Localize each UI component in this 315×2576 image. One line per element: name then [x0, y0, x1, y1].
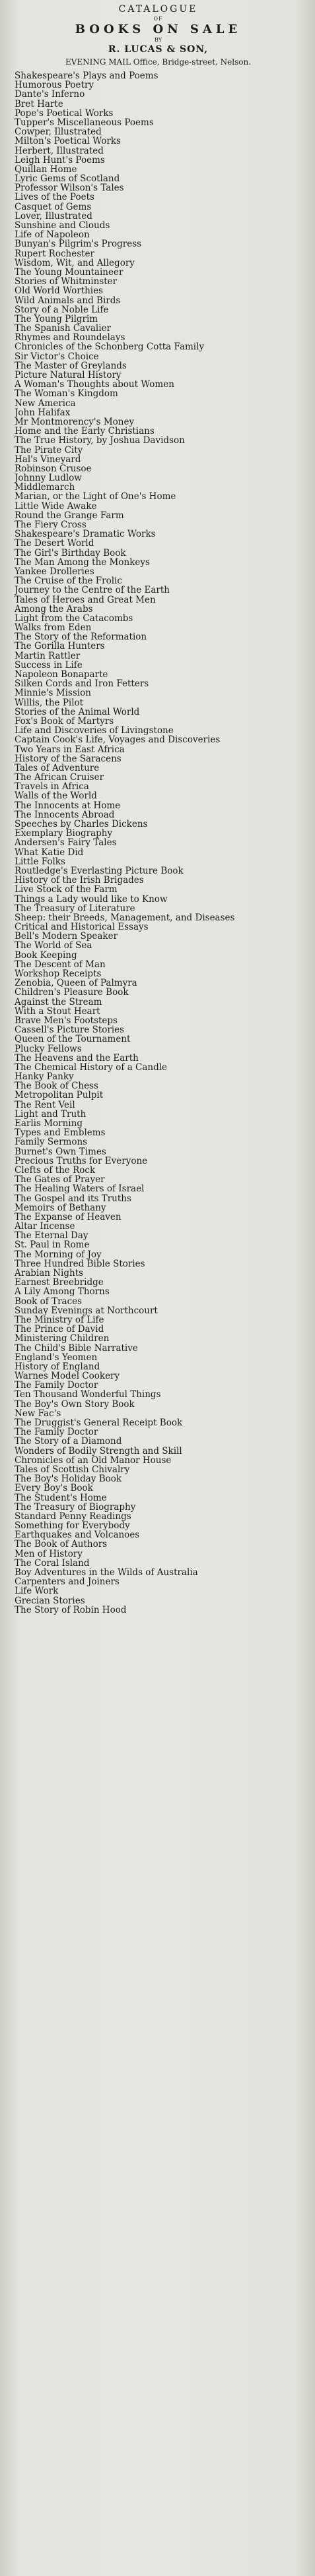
- book-item: The Rent Veil: [15, 1100, 75, 1110]
- book-item: The Prince of David: [15, 1325, 104, 1334]
- book-item: Shakespeare's Plays and Poems: [15, 71, 158, 81]
- book-item: The Cruise of the Frolic: [15, 576, 122, 586]
- book-item: Milton's Poetical Works: [15, 136, 121, 146]
- book-item: The Spanish Cavalier: [15, 324, 111, 334]
- header-address: EVENING MAIL Office, Bridge-street, Nelson.: [65, 57, 252, 67]
- book-item: The Pirate City: [15, 445, 83, 455]
- book-item: Picture Natural History: [15, 371, 122, 380]
- book-item: Three Hundred Bible Stories: [15, 1259, 145, 1269]
- book-item: Arabian Nights: [15, 1269, 84, 1278]
- book-item: The Ministry of Life: [15, 1315, 104, 1325]
- book-item: Live Stock of the Farm: [15, 885, 118, 895]
- book-item: Queen of the Tournament: [15, 1034, 131, 1044]
- book-item: The Child's Bible Narrative: [15, 1343, 138, 1353]
- book-item: Children's Pleasure Book: [15, 988, 129, 998]
- book-item: The Coral Island: [15, 1558, 90, 1568]
- book-item: Precious Truths for Everyone: [15, 1156, 148, 1166]
- book-item: Travels in Africa: [15, 782, 89, 792]
- book-item: Story of a Noble Life: [15, 305, 109, 315]
- book-item: What Katie Did: [15, 847, 84, 857]
- book-item: The Boy's Own Story Book: [15, 1399, 135, 1409]
- book-item: Among the Arabs: [15, 604, 93, 614]
- book-item: Boy Adventures in the Wilds of Australia: [15, 1568, 198, 1578]
- book-item: Grecian Stories: [15, 1596, 85, 1605]
- book-item: Little Folks: [15, 856, 65, 866]
- book-item: The Student's Home: [15, 1493, 107, 1503]
- book-item: Chronicles of an Old Manor House: [15, 1455, 172, 1465]
- book-item: Memoirs of Bethany: [15, 1203, 106, 1213]
- book-item: The World of Sea: [15, 941, 92, 951]
- book-item: Standard Penny Readings: [15, 1511, 131, 1522]
- book-item: Zenobia, Queen of Palmyra: [15, 978, 137, 988]
- book-item: Lover, Illustrated: [15, 211, 92, 221]
- book-item: Burnet's Own Times: [15, 1147, 106, 1156]
- book-item: Wonders of Bodily Strength and Skill: [15, 1446, 182, 1456]
- book-item: The Gorilla Hunters: [15, 642, 105, 651]
- book-item: Quillan Home: [15, 164, 77, 175]
- book-item: Life and Discoveries of Livingstone: [15, 726, 174, 736]
- book-item: Middlemarch: [15, 483, 75, 493]
- book-item: The Expanse of Heaven: [15, 1212, 122, 1222]
- book-item: Two Years in East Africa: [15, 744, 125, 754]
- book-item: The Book of Authors: [15, 1540, 108, 1549]
- book-item: The Family Doctor: [15, 1427, 98, 1437]
- book-item: Sir Victor's Choice: [15, 351, 99, 361]
- header-of: OF: [153, 16, 163, 22]
- book-item: The Innocents at Home: [15, 800, 121, 810]
- book-item: Family Sermons: [15, 1137, 88, 1147]
- book-item: Something for Everybody: [15, 1521, 130, 1531]
- book-item: Cowper, Illustrated: [15, 127, 102, 137]
- book-item: Shakespeare's Dramatic Works: [15, 529, 156, 539]
- book-item: Things a Lady would like to Know: [15, 894, 168, 904]
- header-publisher: R. LUCAS & SON,: [108, 44, 209, 55]
- book-item: Life of Napoleon: [15, 230, 90, 240]
- book-item: The Man Among the Monkeys: [15, 557, 150, 567]
- book-item: The Fiery Cross: [15, 520, 87, 530]
- book-item: Yankee Drolleries: [15, 566, 94, 577]
- book-item: History of the Irish Brigades: [15, 876, 144, 885]
- book-item: New America: [15, 398, 76, 408]
- book-item: Bret Harte: [15, 99, 63, 109]
- book-item: History of the Saracens: [15, 754, 122, 764]
- book-item: The Book of Chess: [15, 1081, 98, 1091]
- book-item: Plucky Fellows: [15, 1044, 82, 1054]
- book-item: Carpenters and Joiners: [15, 1577, 120, 1587]
- book-item: Sunshine and Clouds: [15, 221, 110, 231]
- book-item: The True History, by Joshua Davidson: [15, 436, 185, 446]
- book-item: Chronicles of the Schonberg Cotta Family: [15, 342, 205, 352]
- book-item: Lives of the Poets: [15, 193, 94, 202]
- book-item: Rupert Rochester: [15, 249, 94, 258]
- book-item: Light and Truth: [15, 1109, 87, 1119]
- book-item: Johnny Ludlow: [15, 473, 82, 483]
- header-title: BOOKS ON SALE: [75, 22, 242, 36]
- book-item: Wild Animals and Birds: [15, 295, 121, 305]
- book-item: Pope's Poetical Works: [15, 108, 114, 118]
- book-item: Captain Cook's Life, Voyages and Discoveries: [15, 735, 221, 745]
- book-item: The Story of the Reformation: [15, 632, 147, 642]
- book-item: Casquet of Gems: [15, 202, 92, 212]
- book-item: Stories of Whitminster: [15, 277, 118, 287]
- book-item: John Halifax: [15, 407, 71, 417]
- book-item: The Gates of Prayer: [15, 1175, 105, 1185]
- book-item: Life Work: [15, 1586, 59, 1596]
- book-item: Success in Life: [15, 660, 83, 670]
- book-item: The Master of Greylands: [15, 361, 127, 371]
- book-item: The Story of Robin Hood: [15, 1605, 127, 1615]
- book-item: The Boy's Holiday Book: [15, 1474, 122, 1484]
- book-item: Tales of Heroes and Great Men: [15, 595, 156, 605]
- book-item: The Desert World: [15, 539, 94, 549]
- book-item: Against the Stream: [15, 997, 102, 1007]
- book-item: Earthquakes and Volcanoes: [15, 1530, 140, 1540]
- book-item: The Girl's Birthday Book: [15, 548, 126, 558]
- book-item: Altar Incense: [15, 1222, 75, 1232]
- book-item: Old World Worthies: [15, 286, 104, 296]
- book-item: Routledge's Everlasting Picture Book: [15, 866, 184, 876]
- book-item: Clefts of the Rock: [15, 1165, 96, 1176]
- book-item: The Innocents Abroad: [15, 810, 115, 820]
- book-item: Professor Wilson's Tales: [15, 183, 124, 193]
- book-item: Men of History: [15, 1549, 83, 1559]
- book-item: Bunyan's Pilgrim's Progress: [15, 239, 142, 249]
- book-item: Martin Rattler: [15, 651, 81, 661]
- book-item: Book Keeping: [15, 950, 77, 960]
- book-item: Sunday Evenings at Northcourt: [15, 1305, 158, 1315]
- book-item: Walls of the World: [15, 791, 97, 801]
- book-item: The Woman's Kingdom: [15, 389, 118, 399]
- header-catalogue: CATALOGUE: [118, 4, 198, 15]
- book-item: Silken Cords and Iron Fetters: [15, 679, 149, 689]
- book-item: Walks from Eden: [15, 623, 92, 633]
- book-item: Workshop Receipts: [15, 969, 102, 979]
- book-item: Sheep: their Breeds, Management, and Diseases: [15, 913, 235, 923]
- book-item: Critical and Historical Essays: [15, 922, 149, 932]
- book-item: Rhymes and Roundelays: [15, 333, 125, 343]
- book-item: The Descent of Man: [15, 959, 106, 969]
- book-item: Ten Thousand Wonderful Things: [15, 1390, 161, 1400]
- book-item: Marian, or the Light of One's Home: [15, 492, 176, 502]
- book-item: The Druggist's General Receipt Book: [15, 1418, 183, 1428]
- book-item: Humorous Poetry: [15, 80, 94, 90]
- header-by: BY: [154, 37, 162, 43]
- book-item: The Young Mountaineer: [15, 267, 123, 278]
- book-item: A Lily Among Thorns: [15, 1287, 110, 1297]
- book-item: The Story of a Diamond: [15, 1437, 122, 1447]
- book-item: Tupper's Miscellaneous Poems: [15, 117, 154, 128]
- book-item: Stories of the Animal World: [15, 707, 140, 717]
- book-item: Dante's Inferno: [15, 90, 85, 100]
- book-item: Robinson Crusoe: [15, 464, 92, 474]
- book-item: Tales of Scottish Chivalry: [15, 1464, 130, 1475]
- book-item: The Treasury of Literature: [15, 903, 135, 913]
- book-item: Every Boy's Book: [15, 1483, 93, 1493]
- book-item: Speeches by Charles Dickens: [15, 820, 148, 829]
- book-item: Types and Emblems: [15, 1128, 106, 1138]
- book-item: The Treasury of Biography: [15, 1502, 136, 1512]
- book-item: History of England: [15, 1362, 100, 1372]
- book-item: The Heavens and the Earth: [15, 1053, 139, 1063]
- book-item: Lyric Gems of Scotland: [15, 174, 120, 184]
- book-item: Mr Montmorency's Money: [15, 417, 135, 427]
- book-item: The Young Pilgrim: [15, 314, 98, 324]
- book-item: Warnes Model Cookery: [15, 1371, 120, 1381]
- book-item: Journey to the Centre of the Earth: [15, 585, 170, 595]
- book-item: Cassell's Picture Stories: [15, 1025, 125, 1035]
- book-item: Napoleon Bonaparte: [15, 670, 108, 680]
- book-list: [15, 71, 302, 1615]
- book-item: Andersen's Fairy Tales: [15, 838, 117, 848]
- book-item: The Eternal Day: [15, 1231, 88, 1241]
- book-item: Leigh Hunt's Poems: [15, 155, 105, 165]
- book-item: Wisdom, Wit, and Allegory: [15, 258, 135, 268]
- book-item: Tales of Adventure: [15, 763, 100, 773]
- book-item: Light from the Catacombs: [15, 613, 133, 624]
- book-item: Home and the Early Christians: [15, 427, 155, 436]
- book-item: Fox's Book of Martyrs: [15, 716, 114, 727]
- book-item: Brave Men's Footsteps: [15, 1015, 118, 1026]
- book-item: Metropolitan Pulpit: [15, 1091, 104, 1100]
- book-item: New Fac's: [15, 1408, 61, 1418]
- book-item: With a Stout Heart: [15, 1006, 100, 1016]
- book-item: The African Cruiser: [15, 773, 104, 783]
- book-item: Hal's Vineyard: [15, 454, 81, 464]
- book-item: The Morning of Joy: [15, 1249, 102, 1259]
- book-item: Ministering Children: [15, 1334, 110, 1344]
- book-item: Book of Traces: [15, 1296, 83, 1306]
- book-item: Round the Grange Farm: [15, 510, 124, 520]
- book-item: England's Yeomen: [15, 1352, 98, 1362]
- book-item: Willis, the Pilot: [15, 698, 84, 707]
- book-item: Herbert, Illustrated: [15, 146, 104, 156]
- book-item: The Chemical History of a Candle: [15, 1062, 168, 1073]
- book-item: The Family Doctor: [15, 1381, 98, 1391]
- book-item: Earlis Morning: [15, 1119, 83, 1129]
- book-item: The Gospel and its Truths: [15, 1193, 131, 1203]
- book-item: St. Paul in Rome: [15, 1240, 90, 1250]
- book-item: Exemplary Biography: [15, 829, 113, 839]
- book-item: Earnest Breebridge: [15, 1278, 104, 1288]
- book-item: Bell's Modern Speaker: [15, 932, 118, 942]
- book-item: Minnie's Mission: [15, 688, 91, 698]
- book-item: Little Wide Awake: [15, 501, 97, 511]
- book-item: The Healing Waters of Israel: [15, 1184, 145, 1194]
- book-item: Hanky Panky: [15, 1072, 74, 1082]
- book-item: A Woman's Thoughts about Women: [15, 380, 174, 390]
